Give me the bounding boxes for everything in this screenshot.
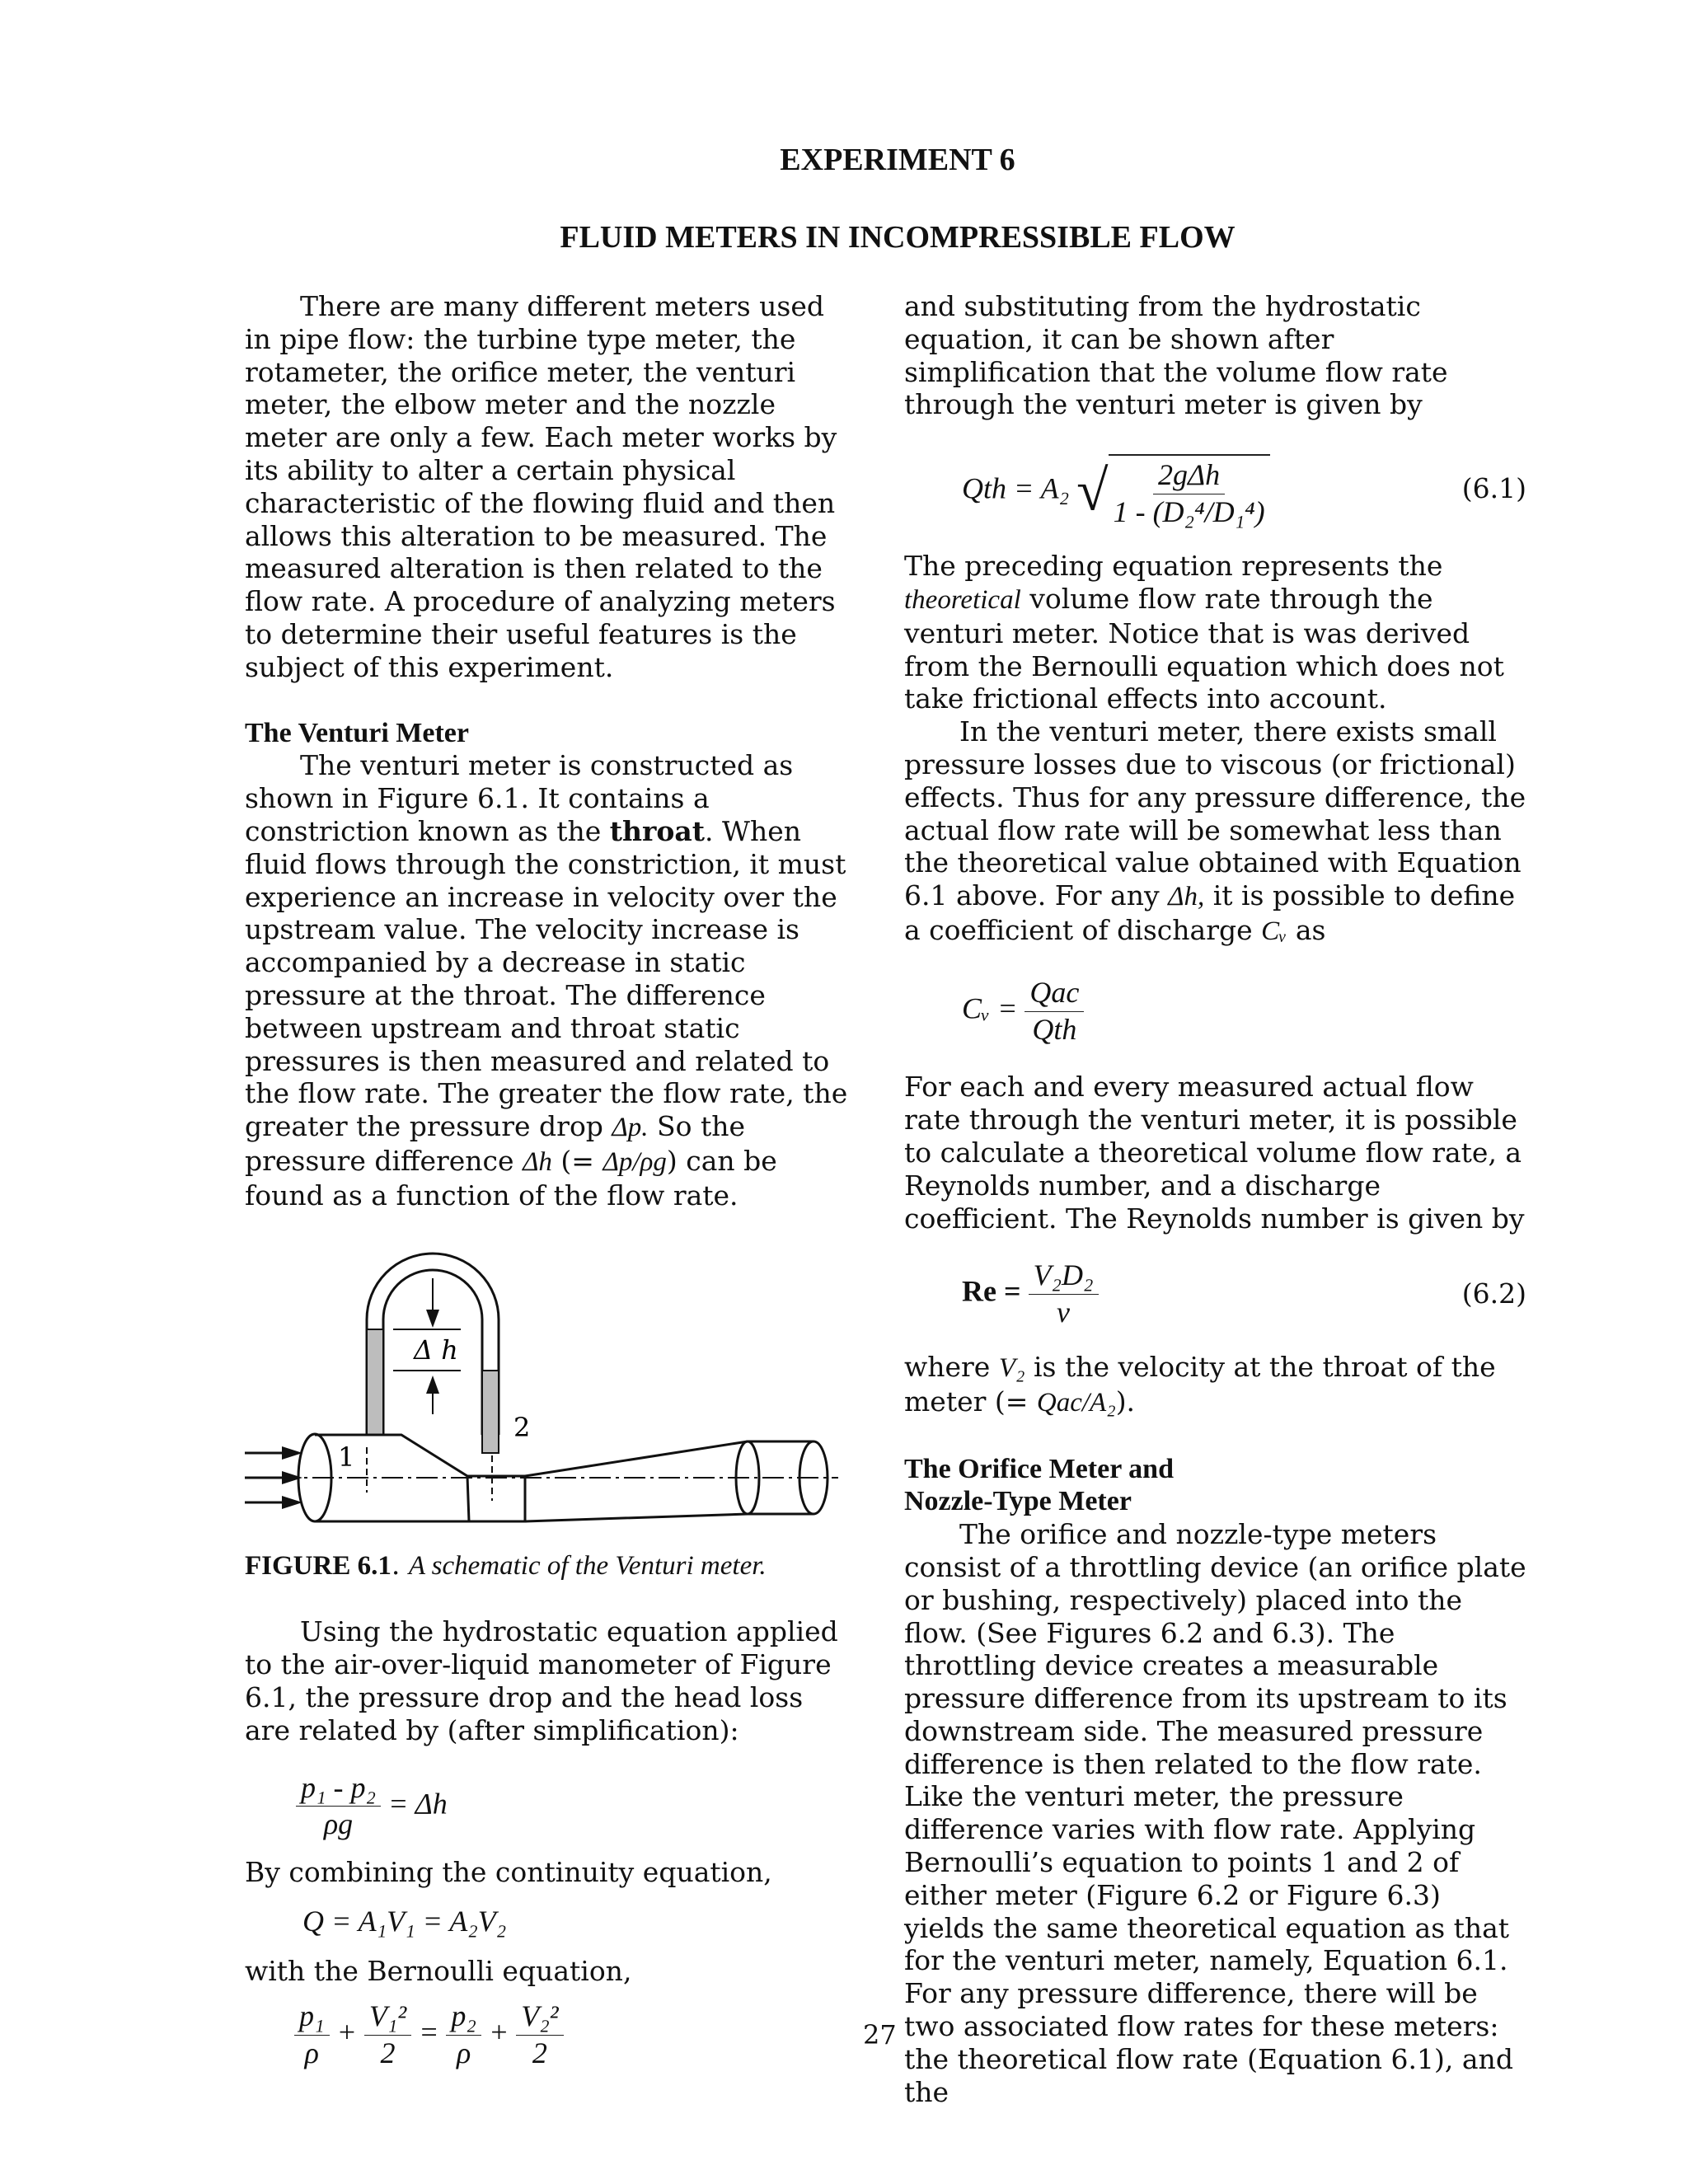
equation-6-2 (962, 1259, 1526, 1329)
sqrt-sign: √ (1076, 459, 1109, 523)
eq-p2: p₂ (446, 2000, 481, 2036)
caption-label: FIGURE 6.1 (245, 1550, 392, 1581)
eq-equals: = (419, 2016, 439, 2050)
eq-p1: p₁ (294, 2000, 330, 2036)
eq-two: 2 (532, 2036, 547, 2070)
eq-rho: ρ (304, 2036, 319, 2070)
orifice-paragraph: The orifice and nozzle-type meters consist of a throttling device (an orifice plate or bushing, respectively) placed into the flow. (See Figures 6.2 and 6.3). The throttling device creates a measurable pressure difference from its upstream to its downstream side. The measured pressure difference is then related to the flow rate. Like the venturi meter, the pressure difference varies with flow rate. Applying Bernoulli’s equation to points 1 and 2 of either meter (Figure 6.2 or Figure 6.3) yields the same theoretical equation as that for the venturi meter, namely, Equation 6.1. For any pressure difference, there will be two associated flow rates for these meters: the theoretical flow rate (Equation 6.1), and the (904, 1518, 1526, 2108)
text-run: as (1287, 913, 1326, 946)
hydrostatic-paragraph: Using the hydrostatic equation applied to the air-over-liquid manometer of Figure 6.1, the pressure drop and the head loss are related by (after simplification): (245, 1615, 838, 1746)
substitution-paragraph: and substituting from the hydrostatic equation, it can be shown after simplification that the volume flow rate through the venturi meter is given by (904, 290, 1448, 421)
experiment-label: EXPERIMENT 6 (780, 143, 1015, 177)
eq62-numerator: V₂D₂ (1029, 1259, 1099, 1295)
text-run: The venturi meter is constructed as shown in Figure 6.1. It contains a constriction known as the (245, 749, 794, 847)
orifice-heading-line-1: The Orifice Meter and (904, 1453, 1175, 1484)
venturi-paragraph (245, 749, 855, 1212)
dh-symbol: Δh, (1168, 882, 1205, 912)
eq-two: 2 (380, 2036, 396, 2070)
right-column (904, 290, 1526, 2108)
orifice-heading-line-2: Nozzle-Type Meter (904, 1486, 1132, 1517)
text-run: volume flow rate through the venturi meter. Notice that is was derived from the Bernoulli equation which does not take frictional effects into account. (904, 582, 1504, 715)
eq-plus: + (488, 2016, 509, 2050)
page-title: FLUID METERS IN INCOMPRESSIBLE FLOW (560, 220, 1236, 255)
figure-caption (245, 1549, 855, 1583)
eq62-denominator: ν (1057, 1296, 1070, 1329)
throat-velocity-paragraph (904, 1351, 1526, 1420)
eq-v2: V₂² (516, 2000, 563, 2036)
text-run: it is possible to define a coefficient of discharge (904, 879, 1516, 946)
text-run: The preceding equation represents the (904, 550, 1443, 583)
eq-denominator: ρg (323, 1807, 354, 1841)
discharge-coefficient-equation (962, 977, 1526, 1047)
eq-rho: ρ (457, 2036, 471, 2070)
delta-h-label: Δ h (414, 1333, 458, 1366)
point-1-label: 1 (338, 1441, 355, 1473)
text-run: ). (1115, 1385, 1136, 1418)
throat-term: throat (609, 814, 706, 847)
text-run: . When fluid flows through the constriction, it must experience an increase in velocity over the upstream value. The velocity increase is accompanied by a decrease in static pressure at the throat. The difference between upstream and throat static pressures is then measured and related to the flow rate. The greater the flow rate, the greater the pressure drop (245, 814, 848, 1143)
text-run: In the venturi meter, there exists small pressure losses due to viscous (or frictional) effects. Thus for any pressure difference, the actual flow rate will be somewhat less than the theoretical value obtained with Equation 6.1 above. For any (904, 715, 1526, 912)
eq62-lhs: Re = (962, 1274, 1021, 1308)
caption-text: A schematic of the Venturi meter. (408, 1550, 767, 1581)
point-2-label: 2 (513, 1411, 531, 1443)
bernoulli-equation (294, 2000, 855, 2070)
intro-paragraph: There are many different meters used in pipe flow: the turbine type meter, the rotameter, the orifice meter, the venturi meter, the elbow meter and the nozzle meter are only a few. Each meter works by its ability to alter a certain physical characteristic of the flowing fluid and then allows this alteration to be measured. The measured alteration is then related to the flow rate. A procedure of analyzing meters to determine their useful features is the subject of this experiment. (245, 290, 837, 683)
v2-symbol: V₂ (998, 1352, 1025, 1383)
equation-number-6-2: (6.2) (1461, 1277, 1526, 1310)
page-number: 27 (863, 2019, 897, 2050)
eq-rhs: = Δh (388, 1787, 448, 1821)
theoretical-term: theoretical (904, 584, 1021, 615)
qac-a2-ratio: Qac/A₂ (1036, 1387, 1116, 1418)
dp-symbol: Δp. (612, 1113, 649, 1143)
eq61-numerator: 2gΔh (1153, 459, 1225, 494)
losses-paragraph (904, 715, 1526, 949)
eq61-denominator: 1 - (D₂⁴/D₁⁴) (1113, 494, 1265, 528)
theoretical-paragraph (904, 550, 1526, 715)
dp-rho-g: Δp/ρg (603, 1146, 667, 1177)
text-run: where (904, 1350, 999, 1383)
left-column (245, 290, 855, 2070)
text-run: ) can be found as a function of the flow rate. (245, 1144, 777, 1212)
caption-dot: . (391, 1548, 401, 1581)
continuity-equation: Q = A₁V₁ = A₂V₂ (302, 1904, 507, 1938)
eq-cv-numerator: Qac (1025, 977, 1084, 1012)
text-run: So the pressure difference (245, 1110, 746, 1177)
continuity-intro: By combining the continuity equation, (245, 1856, 772, 1889)
eq-numerator: p₁ - p₂ (296, 1772, 381, 1807)
eq-v1: V₁² (364, 2000, 411, 2036)
venturi-figure (245, 1237, 855, 1542)
eq-cv-denominator: Qth (1032, 1012, 1077, 1046)
eq-cv-lhs: Cᵥ = (962, 991, 1018, 1025)
venturi-heading: The Venturi Meter (245, 717, 469, 748)
text-run: (= (551, 1144, 603, 1177)
dh-symbol: Δh (523, 1146, 552, 1177)
cv-symbol: Cᵥ (1261, 916, 1287, 946)
reynolds-intro-paragraph: For each and every measured actual flow rate through the venturi meter, it is possible to calculate a theoretical volume flow rate, a Reynolds number, and a discharge coefficient. The Reynolds number is given by (904, 1071, 1525, 1235)
bernoulli-intro: with the Bernoulli equation, (245, 1954, 632, 1987)
eq61-lhs: Qth = A₂ (962, 471, 1070, 505)
head-loss-equation (296, 1772, 855, 1842)
equation-number-6-1: (6.1) (1461, 472, 1526, 505)
equation-6-1 (962, 454, 1526, 528)
text-run: is the velocity at the throat of the meter (= (904, 1350, 1496, 1418)
eq-plus: + (336, 2016, 357, 2050)
